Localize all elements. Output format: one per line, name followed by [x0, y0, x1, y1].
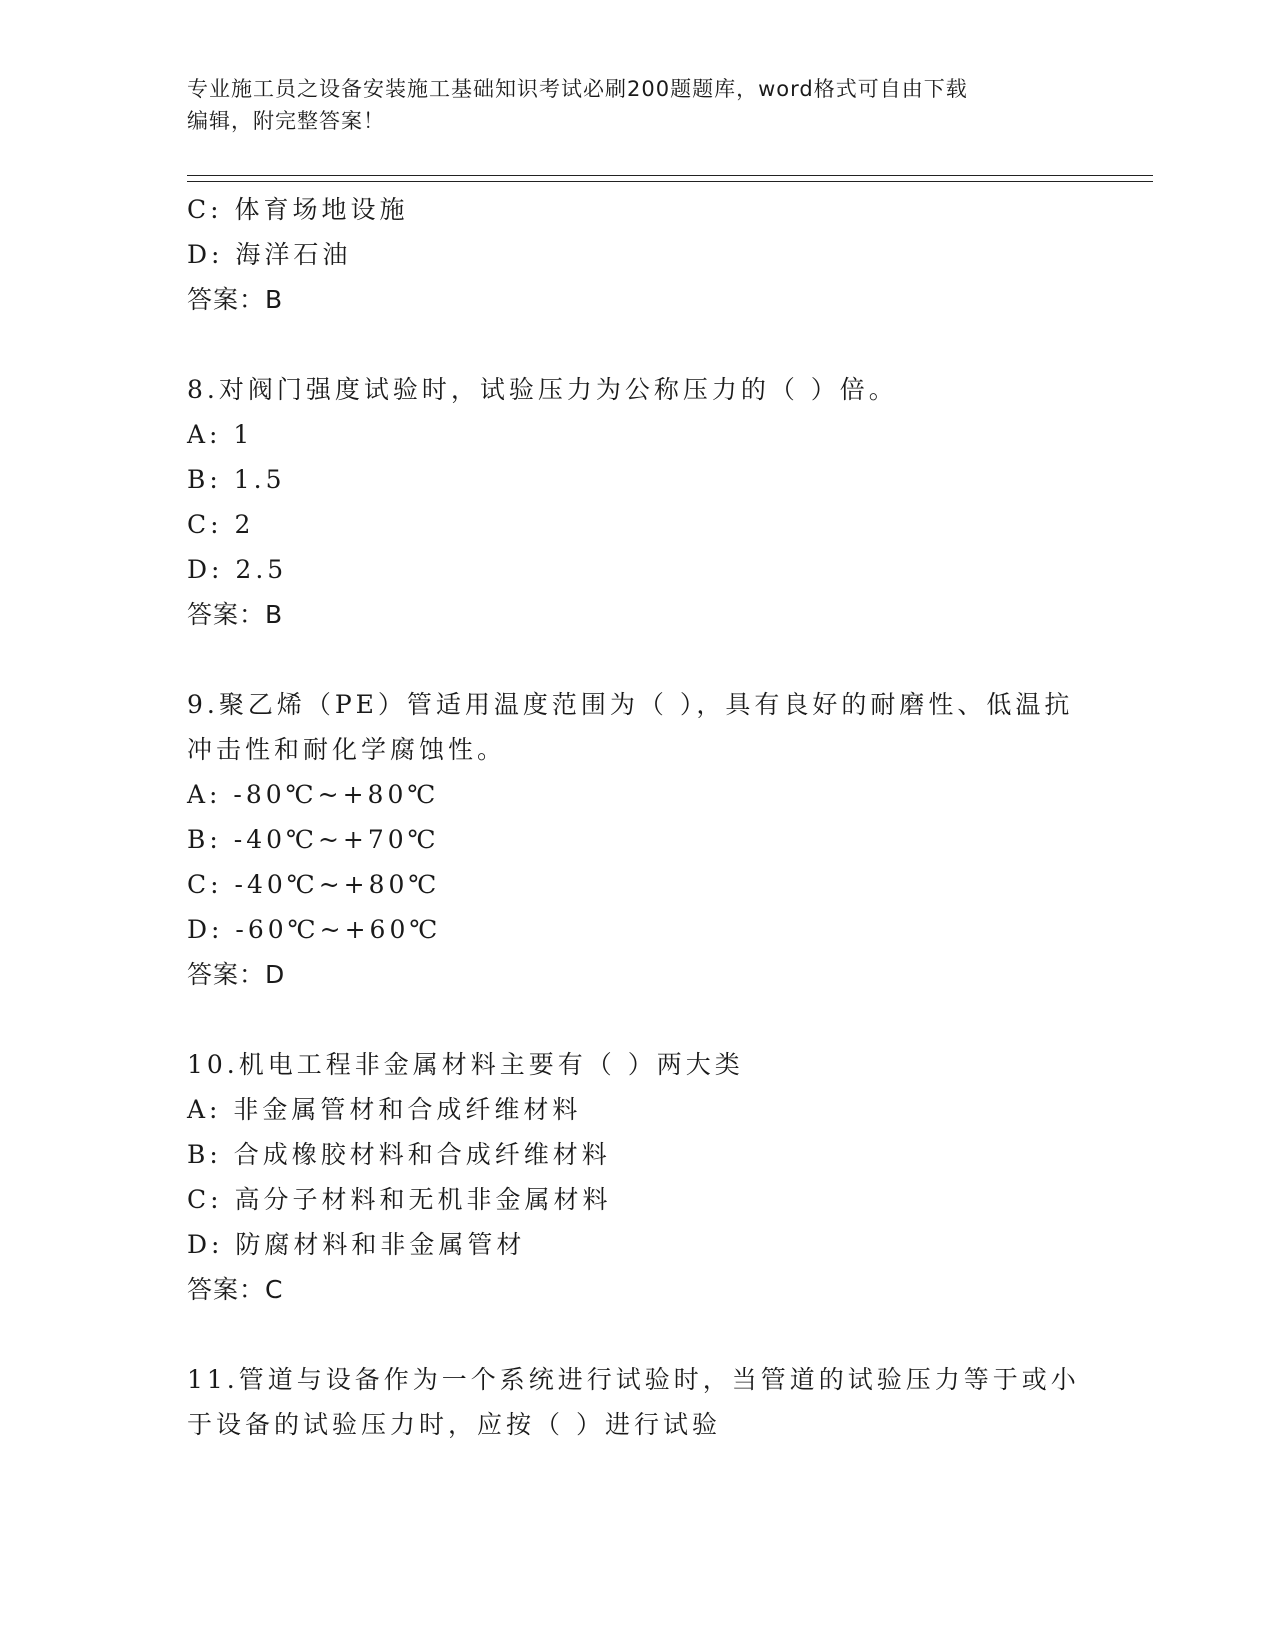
q10-answer: 答案：C [187, 1275, 284, 1304]
q8-option-b: B: 1.5 [187, 465, 286, 494]
header-divider-top [187, 175, 1153, 176]
q8-option-d: D: 2.5 [187, 555, 288, 584]
q9-question-line-1: 9.聚乙烯（PE）管适用温度范围为（ ），具有良好的耐磨性、低温抗 [187, 690, 1074, 719]
q9-question-line-2: 冲击性和耐化学腐蚀性。 [187, 735, 507, 764]
q8-answer: 答案：B [187, 600, 284, 629]
q11-question-line-1: 11.管道与设备作为一个系统进行试验时，当管道的试验压力等于或小 [187, 1365, 1080, 1394]
q10-option-c: C: 高分子材料和无机非金属材料 [187, 1185, 612, 1214]
q7-option-d: D: 海洋石油 [187, 240, 352, 269]
q9-option-d: D: -60℃~+60℃ [187, 915, 442, 944]
q11-question-line-2: 于设备的试验压力时，应按（ ）进行试验 [187, 1410, 721, 1439]
q9-option-c: C: -40℃~+80℃ [187, 870, 441, 899]
q7-answer: 答案：B [187, 285, 284, 314]
header-title-line-2: 编辑，附完整答案！ [187, 109, 385, 133]
q9-option-a: A: -80℃~+80℃ [187, 780, 440, 809]
q9-option-b: B: -40℃~+70℃ [187, 825, 440, 854]
q8-option-c: C: 2 [187, 510, 255, 539]
header-divider-bottom [187, 181, 1153, 182]
q10-option-b: B: 合成橡胶材料和合成纤维材料 [187, 1140, 611, 1169]
q8-option-a: A: 1 [187, 420, 254, 449]
q7-option-c: C: 体育场地设施 [187, 195, 409, 224]
q10-option-d: D: 防腐材料和非金属管材 [187, 1230, 526, 1259]
q10-question: 10.机电工程非金属材料主要有（ ）两大类 [187, 1050, 744, 1079]
q10-option-a: A: 非金属管材和合成纤维材料 [187, 1095, 582, 1124]
q8-question: 8.对阀门强度试验时，试验压力为公称压力的（ ）倍。 [187, 375, 898, 404]
q9-answer: 答案：D [187, 960, 286, 989]
document-header [187, 73, 1087, 137]
header-title-line-1: 专业施工员之设备安装施工基础知识考试必刷200题题库，word格式可自由下载 [187, 77, 968, 101]
